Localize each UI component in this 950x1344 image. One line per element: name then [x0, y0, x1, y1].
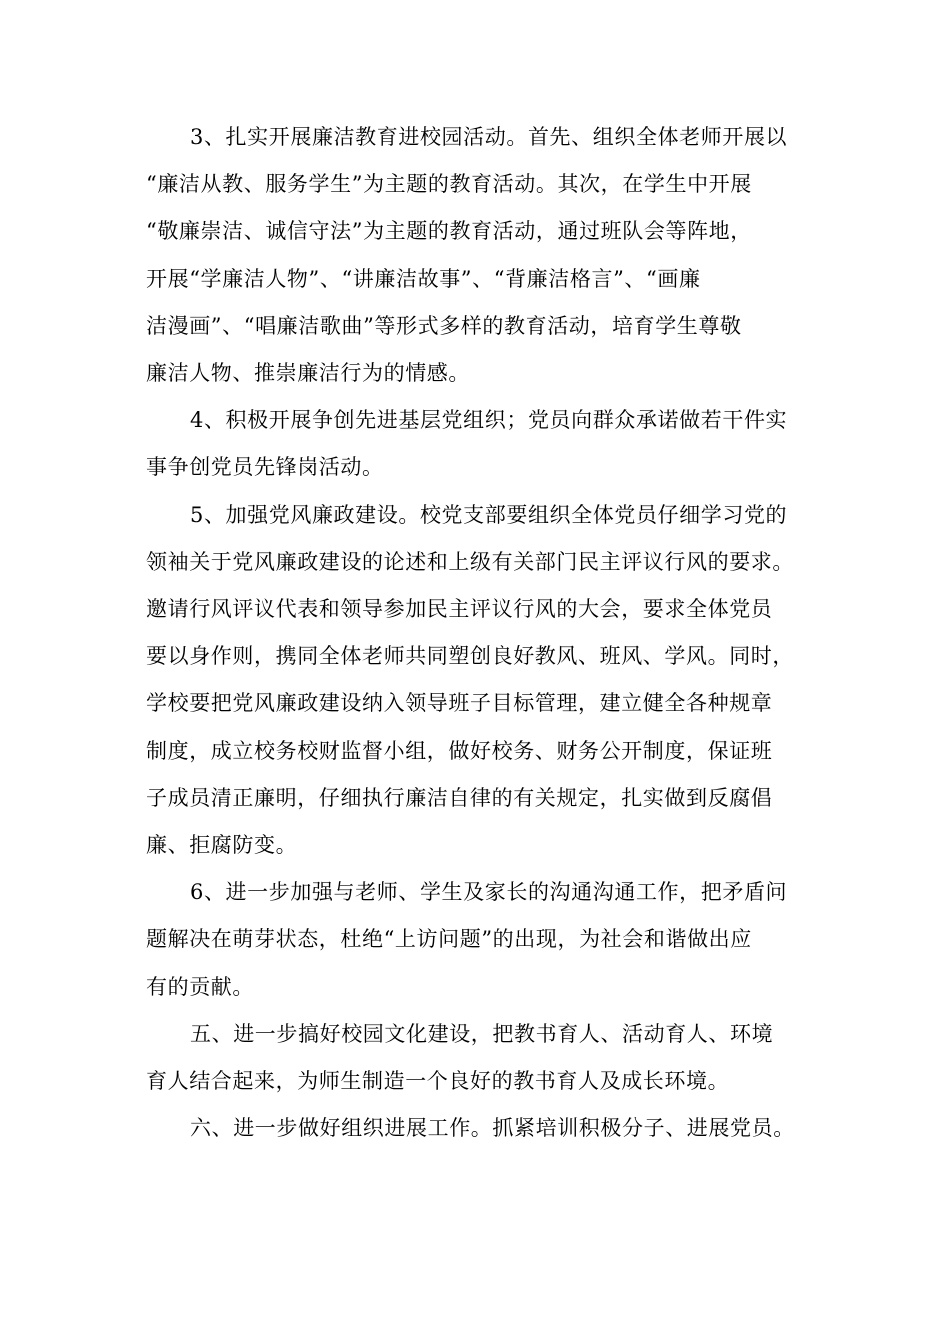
document-page	[146, 114, 806, 1152]
text-line: “敬廉崇洁、诚信守法”为主题的教育活动，通过班队会等阵地，	[146, 219, 752, 244]
text-line: 开展“学廉洁人物”、“讲廉洁故事”、“背廉洁格言”、“画廉	[146, 266, 701, 291]
text-line: 育人结合起来，为师生制造一个良好的教书育人及成长环境。	[146, 1069, 730, 1094]
text-line: 3、扎实开展廉洁教育进校园活动。首先、组织全体老师开展以	[190, 125, 788, 149]
text-line: 子成员清正廉明，仔细执行廉洁自律的有关规定，扎实做到反腐倡	[146, 785, 773, 810]
text-line: 五、进一步搞好校园文化建设，把教书育人、活动育人、环境	[190, 1021, 774, 1046]
text-line: 邀请行风评议代表和领导参加民主评议行风的大会，要求全体党员	[146, 597, 773, 622]
paragraph-item-6	[146, 869, 806, 1011]
text-line: 六、进一步做好组织进展工作。抓紧培训积极分子、进展党员。	[190, 1116, 795, 1141]
text-line: 题解决在萌芽状态，杜绝“上访问题”的出现，为社会和谐做出应	[146, 927, 752, 952]
text-line: 学校要把党风廉政建设纳入领导班子目标管理，建立健全各种规章	[146, 691, 773, 716]
text-line: 廉洁人物、推崇廉洁行为的情感。	[146, 361, 470, 386]
text-line: 4、积极开展争创先进基层党组织；党员向群众承诺做若干件实	[190, 408, 788, 433]
text-line: 廉、拒腐防变。	[146, 833, 298, 858]
text-line: 洁漫画”、“唱廉洁歌曲”等形式多样的教育活动，培育学生尊敬	[146, 313, 742, 338]
text-line: 6、进一步加强与老师、学生及家长的沟通沟通工作，把矛盾问	[190, 880, 788, 905]
text-line: 领袖关于党风廉政建设的论述和上级有关部门民主评议行风的要求。	[146, 549, 794, 574]
paragraph-item-3	[146, 114, 806, 397]
paragraph-item-4	[146, 397, 806, 491]
text-line: 要以身作则，携同全体老师共同塑创良好教风、班风、学风。同时，	[146, 644, 794, 669]
paragraph-item-5	[146, 492, 806, 870]
text-line: 5、加强党风廉政建设。校党支部要组织全体党员仔细学习党的	[190, 502, 788, 527]
text-line: 有的贡献。	[146, 974, 254, 999]
text-line: “廉洁从教、服务学生”为主题的教育活动。其次，在学生中开展	[146, 172, 752, 197]
text-line: 事争创党员先锋岗活动。	[146, 455, 384, 480]
paragraph-section-5	[146, 1011, 806, 1105]
paragraph-section-6	[146, 1105, 806, 1152]
text-line: 制度，成立校务校财监督小组，做好校务、财务公开制度，保证班	[146, 738, 773, 763]
